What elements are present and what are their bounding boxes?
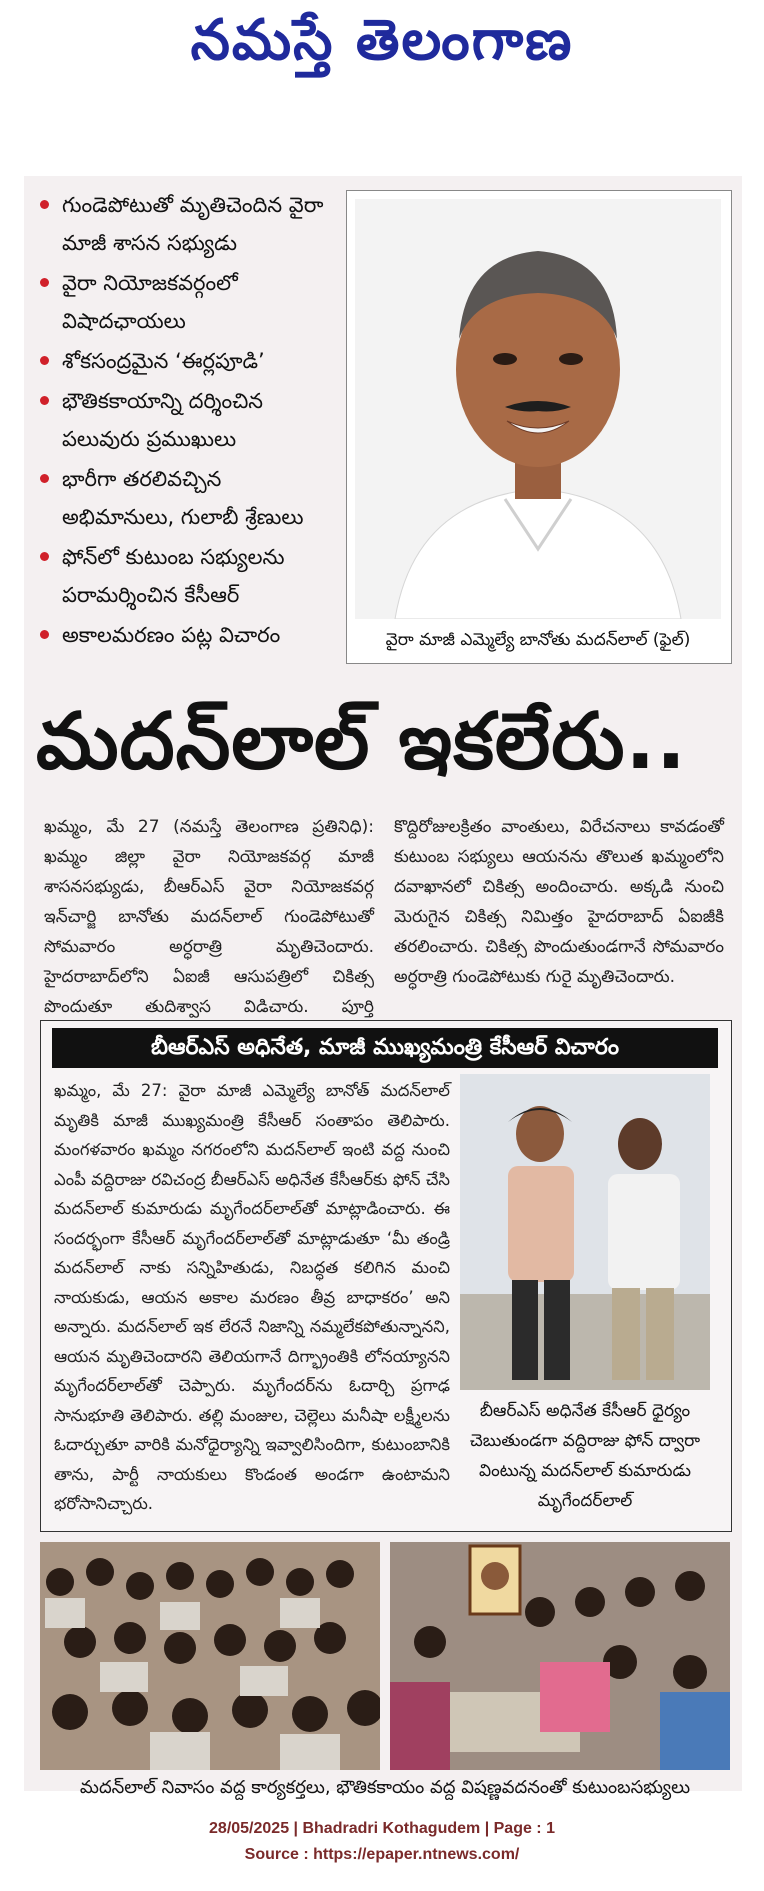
family-photo xyxy=(390,1542,730,1770)
bullet-icon xyxy=(40,552,49,561)
phone-call-illustration xyxy=(460,1074,710,1390)
highlight-item: భారీగా తరలివచ్చిన అభిమానులు, గులాబీ శ్రేణులు xyxy=(36,460,336,536)
bottom-photos-caption: మదన్‌లాల్ నివాసం వద్ద కార్యకర్తలు, భౌతికకాయం వద్ద విషణ్ణవదనంతో కుటుంబసభ్యులు xyxy=(79,1777,691,1798)
portrait-frame xyxy=(346,190,732,664)
highlight-item: ఫోన్‌లో కుటుంబ సభ్యులను పరామర్శించిన కేసీఆర్ xyxy=(36,538,336,614)
bullet-icon xyxy=(40,200,49,209)
headline: మదన్‌లాల్ ఇకలేరు.. xyxy=(36,697,687,787)
highlight-item: అకాలమరణం పట్ల విచారం xyxy=(36,616,336,654)
highlight-item: భౌతికకాయాన్ని దర్శించిన పలువురు ప్రముఖులు xyxy=(36,382,336,458)
bullet-icon xyxy=(40,278,49,287)
bullet-icon xyxy=(40,630,49,639)
portrait-photo xyxy=(355,199,721,619)
highlight-item: వైరా నియోజకవర్గంలో విషాదఛాయలు xyxy=(36,264,336,340)
footer-date-edition: 28/05/2025 | Bhadradri Kothagudem | Page : 1 xyxy=(209,1820,555,1837)
bullet-icon xyxy=(40,356,49,365)
masthead-title: నమస్తే తెలంగాణ xyxy=(190,8,574,73)
phone-call-photo xyxy=(460,1074,710,1390)
crowd-illustration xyxy=(40,1542,380,1770)
bullet-icon xyxy=(40,396,49,405)
portrait-illustration xyxy=(355,199,721,619)
article-column-1: ఖమ్మం, మే 27 (నమస్తే తెలంగాణ ప్రతినిధి): ఖమ్మం జిల్లా వైరా నియోజకవర్గ మాజీ శాసనసభ్యుడు, బీఆర్‌ఎస్ వైరా నియోజకవర్గ ఇన్‌చార్జి బానోతు మదన్‌లాల్ గుండెపోటుతో సోమవారం అర్ధరాత్రి మృతిచెందారు. హైదరాబాద్‌లోని ఏఐజీ ఆసుపత్రిలో చికిత్స పొందుతూ తుదిశ్వాస విడిచారు. పూర్తి xyxy=(44,817,374,1017)
bullet-icon xyxy=(40,474,49,483)
box-title: బీఆర్‌ఎస్ అధినేత, మాజీ ముఖ్యమంత్రి కేసీఆర్ విచారం xyxy=(52,1028,718,1068)
portrait-caption: వైరా మాజీ ఎమ్మెల్యే బానోతు మదన్‌లాల్ (ఫైల్) xyxy=(385,630,691,650)
footer-source: Source : https://epaper.ntnews.com/ xyxy=(244,1846,520,1863)
highlights-list xyxy=(36,186,336,656)
highlight-item: శోకసంద్రమైన ‘ఈర్లపూడి’ xyxy=(36,342,336,380)
article-column-2: కొద్దిరోజులక్రితం వాంతులు, విరేచనాలు కావడంతో కుటుంబ సభ్యులు ఆయనను తొలుత ఖమ్మంలోని దవాఖానలో చికిత్స అందించారు. అక్కడి నుంచి మెరుగైన చికిత్స నిమిత్తం హైదరాబాద్ ఏఐజీకి తరలించారు. చికిత్స పొందుతుండగానే సోమవారం అర్ధరాత్రి గుండెపోటుకు గురై మృతిచెందారు. xyxy=(394,817,724,987)
phone-call-caption: బీఆర్‌ఎస్ అధినేత కేసీఆర్ ధైర్యం చెబుతుండగా వద్దిరాజు ఫోన్ ద్వారా వింటున్న మదన్‌లాల్ కుమారుడు మృగేందర్‌లాల్ xyxy=(469,1401,701,1511)
masthead xyxy=(0,0,764,95)
box-article: ఖమ్మం, మే 27: వైరా మాజీ ఎమ్మెల్యే బానోత్ మదన్‌లాల్ మృతికి మాజీ ముఖ్యమంత్రి కేసీఆర్ సంతాపం తెలిపారు. మంగళవారం ఖమ్మం నగరంలోని మదన్‌లాల్ ఇంటి వద్ద నుంచి ఎంపీ వద్దిరాజు రవిచంద్ర బీఆర్‌ఎస్ అధినేత కేసీఆర్‌కు ఫోన్ చేసి మదన్‌లాల్ కుమారుడు మృగేందర్‌లాల్‌తో మాట్లాడించారు. ఈ సందర్భంగా కేసీఆర్ మృగేందర్‌లాల్‌తో మాట్లాడుతూ ‘మీ తండ్రి మదన్‌లాల్ నాకు సన్నిహితుడు, నిబద్ధత కలిగిన మంచి నాయకుడు, ఆయన అకాల మరణం తీవ్ర బాధాకరం’ అని అన్నారు. మదన్‌లాల్ ఇక లేరనే నిజాన్ని నమ్మలేకపోతున్నానని, ఆయన మృతిచెందారని తెలియగానే దిగ్భ్రాంతికి లోనయ్యానని మృగేందర్‌లాల్‌తో చెప్పారు. మృగేందర్‌ను ఓదార్చి ప్రగాఢ సానుభూతి తెలిపారు. తల్లి మంజుల, చెల్లెలు మనీషా లక్ష్మీలను ఓదార్చుతూ వారికి మనోధైర్యాన్ని ఇవ్వాలిసిందిగా, కుటుంబానికి తాను, పార్టీ నాయకులు కొండంత అండగా ఉంటామని భరోసానిచ్చారు. xyxy=(54,1081,450,1513)
crowd-photo xyxy=(40,1542,380,1770)
family-illustration xyxy=(390,1542,730,1770)
highlight-item: గుండెపోటుతో మృతిచెందిన వైరా మాజీ శాసన సభ్యుడు xyxy=(36,186,336,262)
